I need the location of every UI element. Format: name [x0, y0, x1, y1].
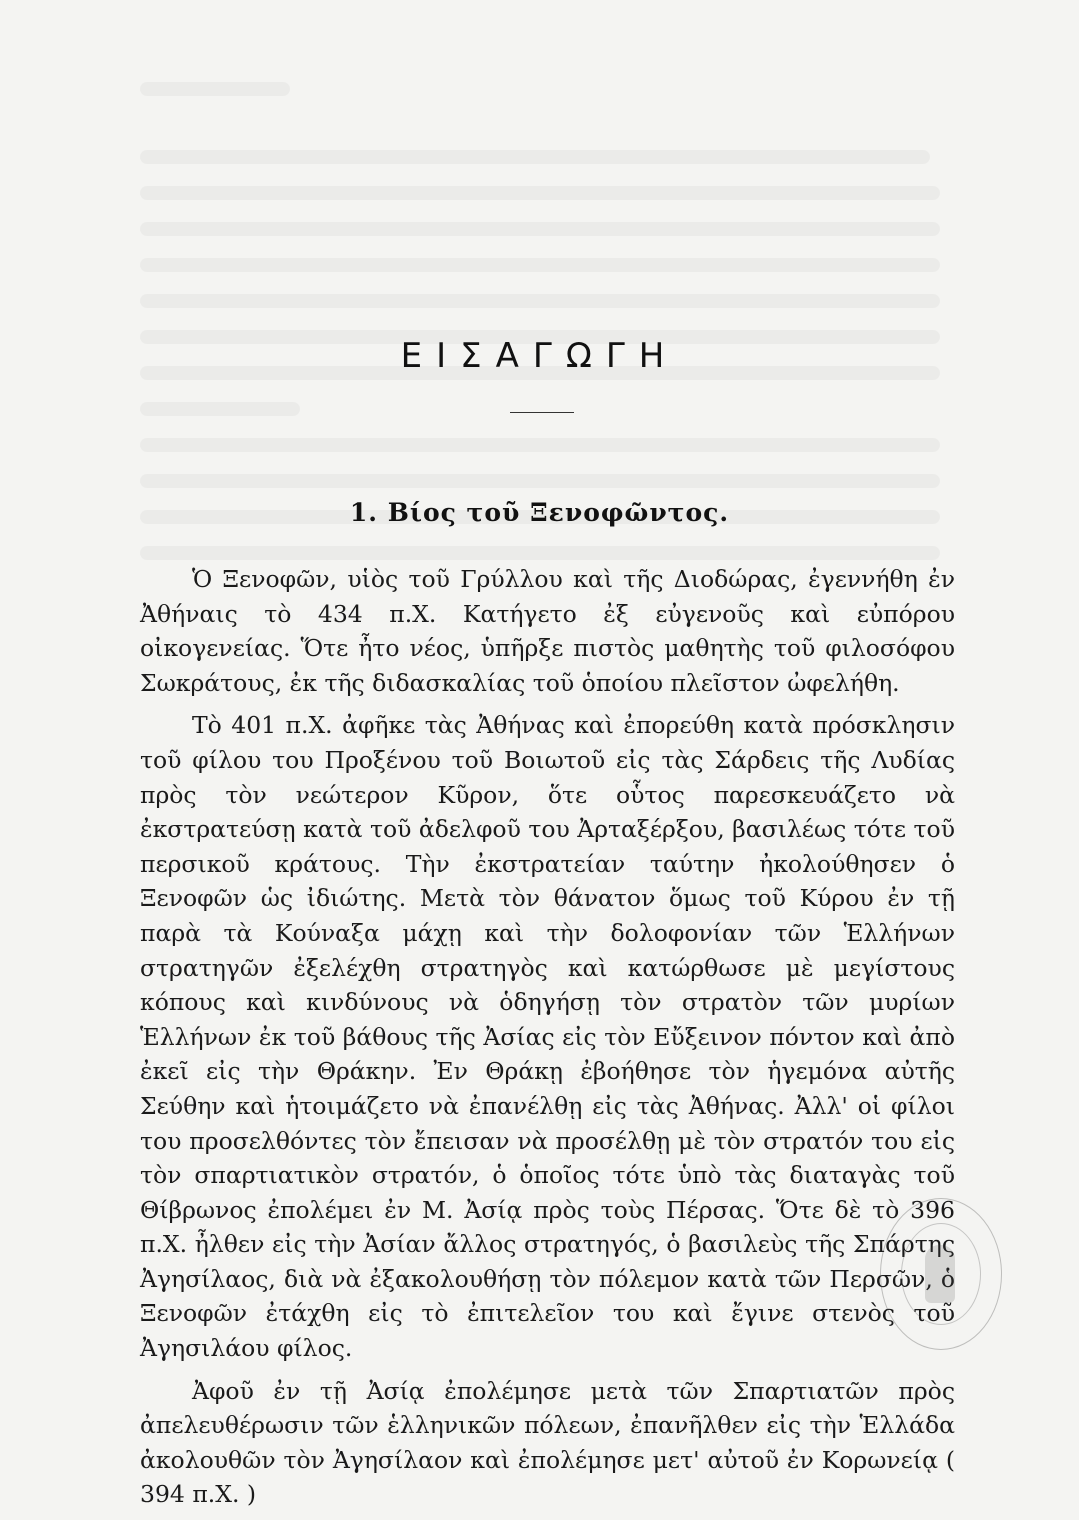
section-number: 1. — [349, 498, 378, 527]
paragraph-2: Τὸ 401 π.Χ. ἀφῆκε τὰς Ἀθήνας καὶ ἐπορεύθη κατὰ πρόσκλησιν τοῦ φίλου του Προξένου τοῦ Βοιωτοῦ εἰς τὰς Σάρδεις τῆς Λυδίας πρὸς τὸν νεώτερον Κῦρον, ὅτε οὗτος παρεσκευάζετο νὰ ἐκστρατεύσῃ κατὰ τοῦ ἀδελφοῦ του Ἀρταξέρξου, βασιλέως τότε τοῦ περσικοῦ κράτους. Τὴν ἐκστρατείαν ταύτην ἠκολούθησεν ὁ Ξενοφῶν ὡς ἰδιώτης. Μετὰ τὸν θάνατον ὅμως τοῦ Κύρου ἐν τῇ παρὰ τὰ Κούναξα μάχῃ καὶ τὴν δολοφονίαν τῶν Ἑλλήνων στρατηγῶν ἐξελέχθη στρατηγὸς καὶ κατώρθωσε μὲ μεγίστους κόπους καὶ κινδύνους νὰ ὁδηγήσῃ τὸν στρατὸν τῶν μυρίων Ἑλλήνων ἐκ τοῦ βάθους τῆς Ἀσίας εἰς τὸν Εὔξεινον πόντον καὶ ἀπὸ ἐκεῖ εἰς τὴν Θράκην. Ἐν Θράκῃ ἐβοήθησε τὸν ἡγεμόνα αὐτῆς Σεύθην καὶ ἡτοιμάζετο νὰ ἐπανέλθῃ εἰς τὰς Ἀθήνας. Ἀλλ' οἱ φίλοι του προσελθόντες τὸν ἔπεισαν νὰ προσέλθῃ μὲ τὸν στρατόν του εἰς τὸν σπαρτιατικὸν στρατόν, ὁ ὁποῖος τότε ὑπὸ τὰς διαταγὰς τοῦ Θίβρωνος ἐπολέμει ἐν Μ. Ἀσίᾳ πρὸς τοὺς Πέρσας. Ὅτε δὲ τὸ 396 π.Χ. ἦλθεν εἰς τὴν Ἀσίαν ἄλλος στρατηγός, ὁ βασιλεὺς τῆς Σπάρτης Ἀγησίλαος, διὰ νὰ ἐξακολουθήσῃ τὸν πόλεμον κατὰ τῶν Περσῶν, ὁ Ξενοφῶν ἐτάχθη εἰς τὸ ἐπιτελεῖον του καὶ ἔγινε στενὸς τοῦ Ἀγησιλάου φίλος. — [140, 711, 955, 1363]
section-title: Βίος τοῦ Ξενοφῶντος. — [387, 498, 730, 527]
section-heading — [0, 498, 1079, 527]
paragraph-3: Ἀφοῦ ἐν τῇ Ἀσίᾳ ἐπολέμησε μετὰ τῶν Σπαρτιατῶν πρὸς ἀπελευθέρωσιν τῶν ἑλληνικῶν πόλεων, ἐπανῆλθεν εἰς τὴν Ἑλλάδα ἀκολουθῶν τὸν Ἀγησίλαον καὶ ἐπολέμησε μετ' αὐτοῦ ἐν Κορωνείᾳ ( 394 π.Χ. ) — [140, 1376, 955, 1509]
paragraph-1: Ὁ Ξενοφῶν, υἱὸς τοῦ Γρύλλου καὶ τῆς Διοδώρας, ἐγεννήθη ἐν Ἀθήναις τὸ 434 π.Χ. Κατήγετο ἐξ εὐγενοῦς καὶ εὐπόρου οἰκογενείας. Ὅτε ἦτο νέος, ὑπῆρξε πιστὸς μαθητὴς τοῦ φιλοσόφου Σωκράτους, ἐκ τῆς διδασκαλίας τοῦ ὁποίου πλεῖστον ὠφελήθη. — [140, 565, 955, 697]
library-stamp — [880, 1198, 1002, 1350]
title-divider — [510, 412, 574, 413]
chapter-title: ΕΙΣΑΓΩΓΗ — [400, 336, 679, 376]
body-text — [140, 562, 955, 1520]
